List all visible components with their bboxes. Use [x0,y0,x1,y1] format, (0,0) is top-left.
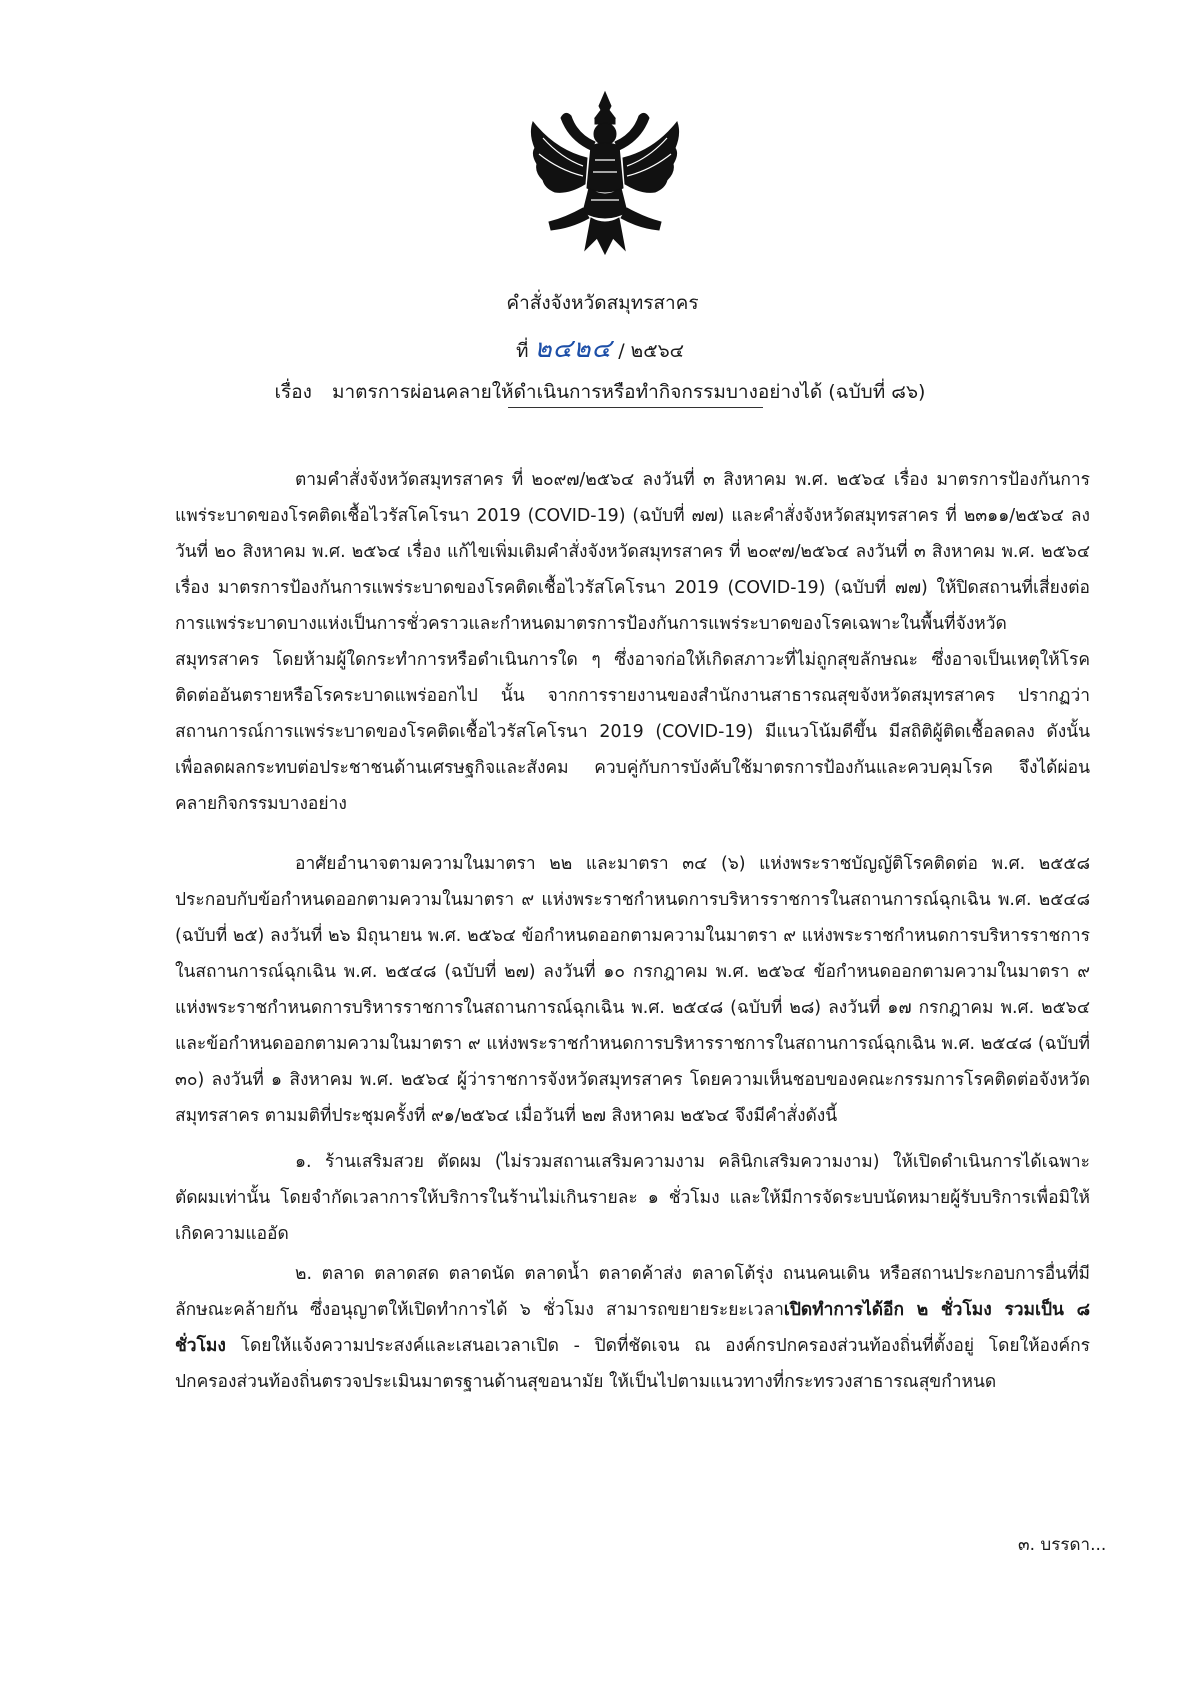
paragraph-item-1: ๑. ร้านเสริมสวย ตัดผม (ไม่รวมสถานเสริมความงาม คลินิกเสริมความงาม) ให้เปิดดำเนินการได้เฉพาะตัดผมเท่านั้น โดยจำกัดเวลาการให้บริการในร้านไม่เกินรายละ ๑ ชั่วโมง และให้มีการจัดระบบนัดหมายผู้รับบริการเพื่อมิให้เกิดความแออัด [175,1152,1090,1244]
order-number [0,328,1200,369]
order-number-handwritten: ๒๔๒๔ [534,334,613,364]
paragraph-background: ตามคำสั่งจังหวัดสมุทรสาคร ที่ ๒๐๙๗/๒๕๖๔ ลงวันที่ ๓ สิงหาคม พ.ศ. ๒๕๖๔ เรื่อง มาตรการป้องกันการแพร่ระบาดของโรคติดเชื้อไวรัสโคโรนา 2019 (COVID-19) (ฉบับที่ ๗๗) และคำสั่งจังหวัดสมุทรสาคร ที่ ๒๓๑๑/๒๕๖๔ ลงวันที่ ๒๐ สิงหาคม พ.ศ. ๒๕๖๔ เรื่อง แก้ไขเพิ่มเติมคำสั่งจังหวัดสมุทรสาคร ที่ ๒๐๙๗/๒๕๖๔ ลงวันที่ ๓ สิงหาคม พ.ศ. ๒๕๖๔ เรื่อง มาตรการป้องกันการแพร่ระบาดของโรคติดเชื้อไวรัสโคโรนา 2019 (COVID-19) (ฉบับที่ ๗๗) ให้ปิดสถานที่เสี่ยงต่อการแพร่ระบาดบางแห่งเป็นการชั่วคราวและกำหนดมาตรการป้องกันการแพร่ระบาดของโรคเฉพาะในพื้นที่จังหวัดสมุทรสาคร โดยห้ามผู้ใดกระทำการหรือดำเนินการใด ๆ ซึ่งอาจก่อให้เกิดสภาวะที่ไม่ถูกสุขลักษณะ ซึ่งอาจเป็นเหตุให้โรคติดต่ออันตรายหรือโรคระบาดแพร่ออกไป นั้น จากการรายงานของสำนักงานสาธารณสุขจังหวัดสมุทรสาคร ปรากฏว่า สถานการณ์การแพร่ระบาดของโรคติดเชื้อไวรัสโคโรนา 2019 (COVID-19) มีแนวโน้มดีขึ้น มีสถิติผู้ติดเชื้อลดลง ดังนั้น เพื่อลดผลกระทบต่อประชาชนด้านเศรษฐกิจและสังคม ควบคู่กับการบังคับใช้มาตรการป้องกันและควบคุมโรค จึงได้ผ่อนคลายกิจกรรมบางอย่าง [175,470,1090,814]
subject-text: มาตรการผ่อนคลายให้ดำเนินการหรือทำกิจกรรมบางอย่างได้ (ฉบับที่ ๘๖) [331,381,926,403]
garuda-emblem-icon [525,88,685,256]
paragraph-authority: อาศัยอำนาจตามความในมาตรา ๒๒ และมาตรา ๓๔ (๖) แห่งพระราชบัญญัติโรคติดต่อ พ.ศ. ๒๕๕๘ ประกอบกับข้อกำหนดออกตามความในมาตรา ๙ แห่งพระราชกำหนดการบริหารราชการในสถานการณ์ฉุกเฉิน พ.ศ. ๒๕๔๘ (ฉบับที่ ๒๕) ลงวันที่ ๒๖ มิถุนายน พ.ศ. ๒๕๖๔ ข้อกำหนดออกตามความในมาตรา ๙ แห่งพระราชกำหนดการบริหารราชการในสถานการณ์ฉุกเฉิน พ.ศ. ๒๕๔๘ (ฉบับที่ ๒๗) ลงวันที่ ๑๐ กรกฎาคม พ.ศ. ๒๕๖๔ ข้อกำหนดออกตามความในมาตรา ๙ แห่งพระราชกำหนดการบริหารราชการในสถานการณ์ฉุกเฉิน พ.ศ. ๒๕๔๘ (ฉบับที่ ๒๘) ลงวันที่ ๑๗ กรกฎาคม พ.ศ. ๒๕๖๔ และข้อกำหนดออกตามความในมาตรา ๙ แห่งพระราชกำหนดการบริหารราชการในสถานการณ์ฉุกเฉิน พ.ศ. ๒๕๔๘ (ฉบับที่ ๓๐) ลงวันที่ ๑ สิงหาคม พ.ศ. ๒๕๖๔ ผู้ว่าราชการจังหวัดสมุทรสาคร โดยความเห็นชอบของคณะกรรมการโรคติดต่อจังหวัดสมุทรสาคร ตามมติที่ประชุมครั้งที่ ๙๑/๒๕๖๔ เมื่อวันที่ ๒๗ สิงหาคม ๒๕๖๔ จึงมีคำสั่งดังนี้ [175,854,1090,1126]
order-number-prefix: ที่ [515,340,529,362]
order-title: คำสั่งจังหวัดสมุทรสาคร [506,292,699,314]
page-continuation: ๓. บรรดา... [1018,1535,1107,1555]
subject-line [0,377,1200,407]
subject-label: เรื่อง [274,381,312,403]
header-divider [508,407,763,408]
document-body [175,462,1090,1400]
order-number-year: / ๒๕๖๔ [618,340,685,362]
paragraph-item-2 [175,1256,1090,1400]
document-header [0,288,1200,407]
item-2-bold-text: เปิดทำการได้อีก ๒ ชั่วโมง รวมเป็น ๘ ชั่วโมง [175,1300,1090,1356]
item-2-text-end: โดยให้แจ้งความประสงค์และเสนอเวลาเปิด - ปิดที่ชัดเจน ณ องค์กรปกครองส่วนท้องถิ่นที่ตั้งอยู่ โดยให้องค์กรปกครองส่วนท้องถิ่นตรวจประเมินมาตรฐานด้านสุขอนามัย ให้เป็นไปตามแนวทางที่กระทรวงสาธารณสุขกำหนด [175,1336,1090,1392]
item-2-text-start: ๒. ตลาด ตลาดสด ตลาดนัด ตลาดน้ำ ตลาดค้าส่ง ตลาดโต้รุ่ง ถนนคนเดิน หรือสถานประกอบการอื่นที่มีลักษณะคล้ายกัน ซึ่งอนุญาตให้เปิดทำการได้ ๖ ชั่วโมง สามารถขยายระยะเวลา [175,1264,1090,1320]
